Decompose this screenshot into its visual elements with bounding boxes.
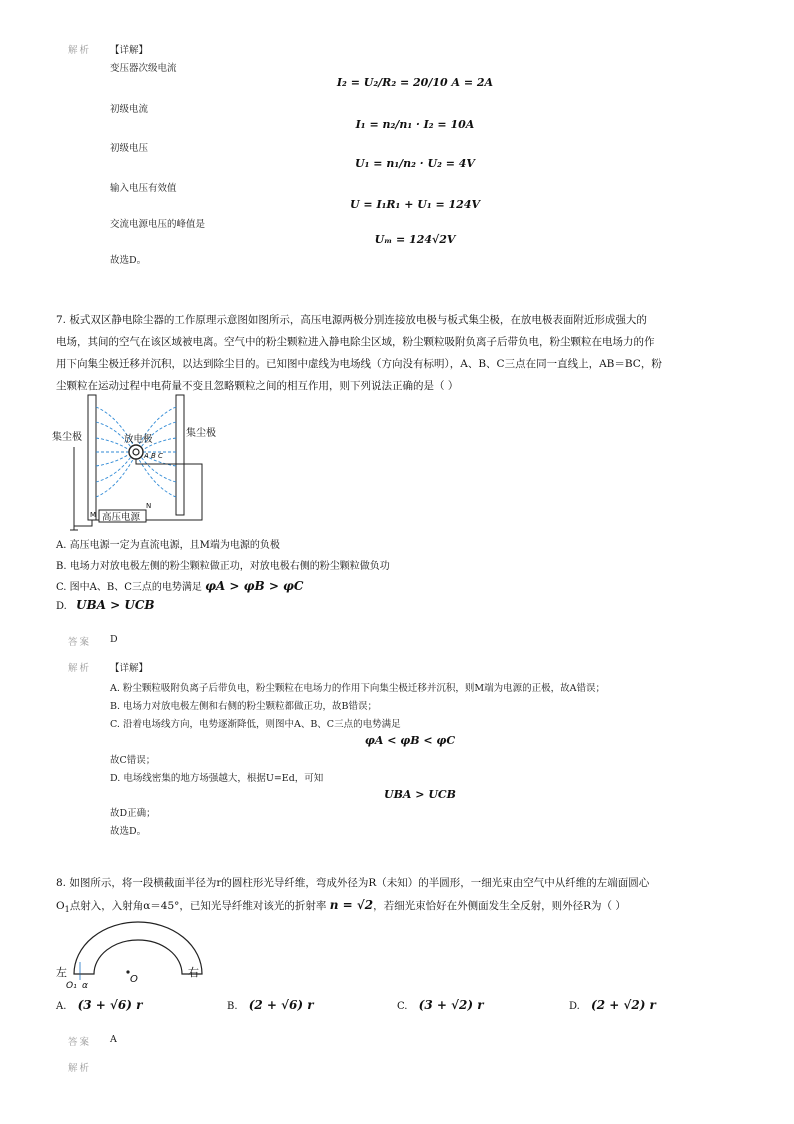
n-terminal-label: N: [146, 502, 152, 510]
o1-label: O₁: [66, 981, 77, 990]
q8-option-d-label: D.: [569, 1001, 580, 1012]
q7-figure: [52, 392, 232, 532]
q8-line-2-end: ，若细光束恰好在外侧面发生全反射，则外径R为（ ）: [373, 900, 626, 912]
q8-option-b-label: B.: [227, 1001, 238, 1012]
q7-line-4: 尘颗粒在运动过程中电荷量不变且忽略颗粒之间的相互作用，则下列说法正确的是（ ）: [56, 380, 459, 392]
left-collector-label: 集尘极: [52, 432, 82, 443]
q8-option-c-math: (3 + √2) r: [418, 998, 484, 1012]
q7-answer-value: D: [110, 634, 118, 645]
left-collector-plate: [88, 395, 96, 520]
text-secondary-current: 变压器次级电流: [110, 63, 177, 74]
q7-stem: [56, 309, 746, 397]
q7-analysis-d: D. 电场线密集的地方场强越大，根据U=Ed，可知: [110, 773, 324, 784]
fiber-semicircle: [74, 922, 202, 974]
right-collector-label: 集尘极: [186, 428, 216, 439]
q7-analysis-b: B. 电场力对放电极左侧和右侧的粉尘颗粒都做正功，故B错误；: [110, 701, 378, 712]
q7-option-b: B. 电场力对放电极左侧的粉尘颗粒做正功，对放电极右侧的粉尘颗粒做负功: [56, 561, 390, 572]
q7-analysis-d-end: 故D正确；: [110, 808, 156, 819]
q8-option-d-math: (2 + √2) r: [591, 998, 656, 1012]
q8-option-c: [397, 998, 484, 1012]
text-primary-voltage: 初级电压: [110, 143, 149, 154]
q7-analysis-d-math: UBA > UCB: [384, 788, 456, 801]
q7-option-d: [56, 598, 155, 612]
formula-i2: I₂ = U₂/R₂ = 20/10 A = 2A: [336, 76, 494, 89]
hv-supply-label: 高压电源: [102, 512, 141, 523]
q8-answer-value: A: [110, 1034, 117, 1045]
formula-um: Uₘ = 124√2V: [374, 233, 456, 246]
formula-i1: I₁ = n₂/n₁ · I₂ = 10A: [355, 118, 475, 131]
right-collector-plate: [176, 395, 184, 515]
q8-line-2-text: 点射入，入射角α＝45°，已知光导纤维对该光的折射率: [69, 900, 327, 912]
q7-line-1: 7. 板式双区静电除尘器的工作原理示意图如图所示，高压电源两极分别连接放电极与板式集尘极，在放电极表面附近形成强大的: [56, 314, 647, 326]
text-peak-voltage: 交流电源电压的峰值是: [110, 219, 206, 230]
q7-analysis-c-end: 故C错误；: [110, 755, 156, 766]
q8-option-a-label: A.: [56, 1001, 67, 1012]
q7-analysis-label: 解析: [68, 663, 92, 674]
q8-analysis-label: 解析: [68, 1063, 92, 1074]
q8-n-math: n = √2: [329, 898, 374, 912]
q8-answer-label: 答案: [68, 1037, 92, 1048]
q8-line-1: 8. 如图所示，将一段横截面半径为r的圆柱形光导纤维，弯成外径为R（未知）的半圆形，一细光束由空气中从纤维的左端面圆心: [56, 877, 650, 889]
q7-line-2: 电场，其间的空气在该区域被电离。空气中的粉尘颗粒进入静电除尘区域，粉尘颗粒吸附负离子后带负电，粉尘颗粒在电场力的作: [56, 336, 655, 348]
q8-option-b-math: (2 + √6) r: [248, 998, 314, 1012]
analysis-label: 解析: [68, 45, 92, 56]
q7-analysis-c: C. 沿着电场线方向，电势逐渐降低，则图中A、B、C三点的电势满足: [110, 719, 401, 730]
text-input-voltage: 输入电压有效值: [110, 183, 177, 194]
q7-option-a: A. 高压电源一定为直流电源，且M端为电源的负极: [56, 540, 280, 551]
q7-analysis-a: A. 粉尘颗粒吸附负离子后带负电，粉尘颗粒在电场力的作用下向集尘极迁移并沉积，则M端为电源的正极，故A错误；: [110, 683, 605, 694]
right-label: 右: [188, 966, 199, 979]
q7-option-d-math: UBA > UCB: [76, 598, 155, 612]
q7-detail-label: 【详解】: [110, 663, 149, 674]
q8-figure: [54, 914, 214, 990]
q8-option-a-math: (3 + √6) r: [77, 998, 143, 1012]
text-choose-d: 故选D。: [110, 255, 147, 266]
discharge-electrode-label: 放电极: [124, 434, 153, 445]
q7-option-c: [56, 578, 303, 593]
center-o-label: O: [130, 974, 138, 985]
m-terminal-label: M: [90, 511, 97, 519]
detail-label: 【详解】: [110, 45, 149, 56]
q8-option-a: [56, 998, 142, 1012]
points-abc-label: A B C: [144, 452, 163, 460]
q7-analysis-final: 故选D。: [110, 826, 147, 837]
left-label: 左: [56, 966, 67, 979]
q7-option-c-math: φA > φB > φC: [205, 579, 304, 593]
q8-option-d: [569, 998, 656, 1012]
q8-o1: O: [56, 900, 65, 912]
q8-option-b: [227, 998, 314, 1012]
q8-o1-sub: 1: [64, 905, 70, 915]
q7-answer-label: 答案: [68, 637, 92, 648]
q7-analysis-c-math: φA < φB < φC: [364, 734, 456, 747]
q7-line-3: 用下向集尘极迁移并沉积，以达到除尘目的。已知图中虚线为电场线（方向没有标明），A、B、C三点在同一直线上，AB＝BC，粉: [56, 358, 662, 370]
formula-u: U = I₁R₁ + U₁ = 124V: [349, 198, 481, 211]
q7-option-c-text: C. 图中A、B、C三点的电势满足: [56, 582, 202, 593]
q8-option-c-label: C.: [397, 1001, 408, 1012]
q7-option-d-label: D.: [56, 601, 67, 612]
alpha-label: α: [82, 981, 88, 990]
formula-u1: U₁ = n₁/n₂ · U₂ = 4V: [355, 157, 475, 170]
text-primary-current: 初级电流: [110, 104, 149, 115]
